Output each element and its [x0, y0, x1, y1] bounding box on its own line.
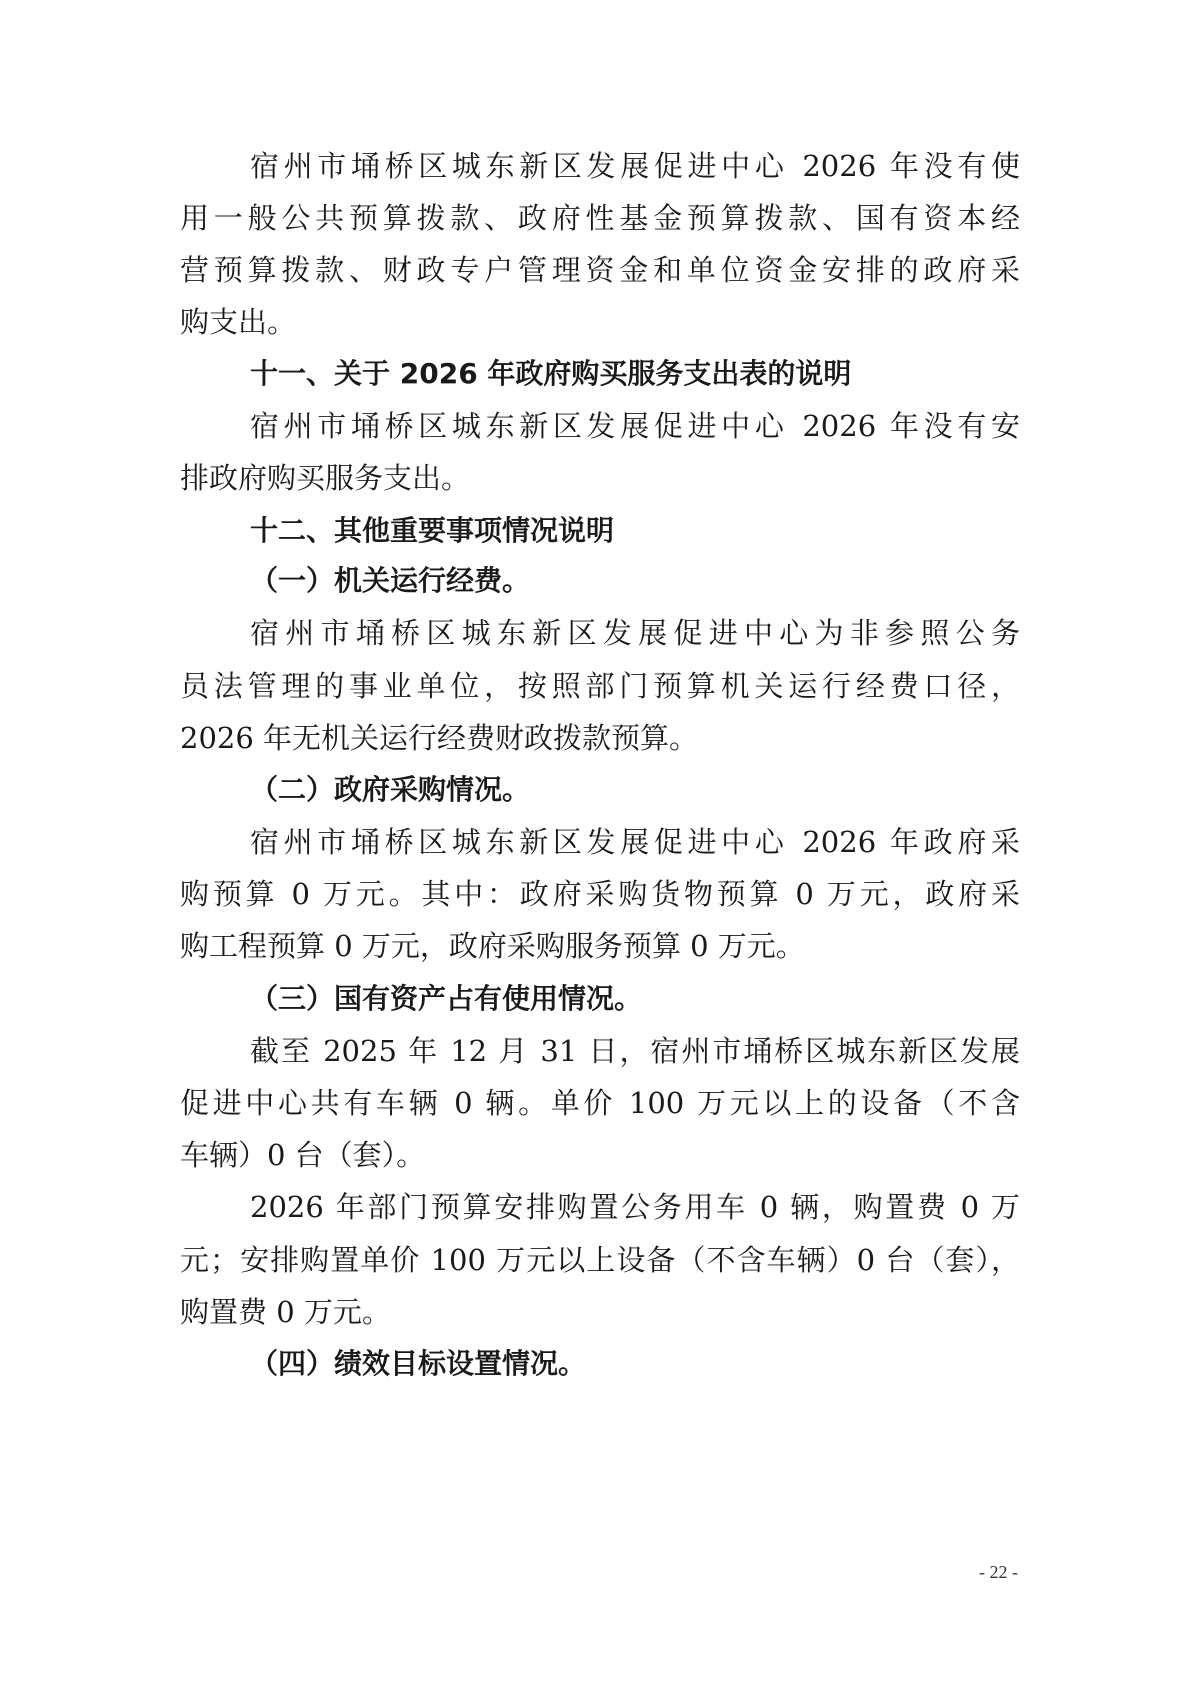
paragraph-3-line-3: 2026 年无机关运行经费财政拨款预算。	[180, 721, 699, 755]
paragraph-2-line-2: 排政府购买服务支出。	[180, 461, 471, 495]
paragraph-2-line-1: 宿州市埇桥区城东新区发展促进中心 2026 年没有安	[250, 409, 1020, 443]
subsection-heading-4: （四）绩效目标设置情况。	[250, 1347, 587, 1380]
paragraph-1-line-1: 宿州市埇桥区城东新区发展促进中心 2026 年没有使	[250, 149, 1020, 183]
paragraph-1-line-4: 购支出。	[180, 305, 297, 339]
subsection-heading-1: （一）机关运行经费。	[250, 564, 531, 597]
paragraph-5-line-2: 促进中心共有车辆 0 辆。单价 100 万元以上的设备（不含	[180, 1086, 1020, 1120]
section-heading-12: 十二、其他重要事项情况说明	[250, 514, 615, 547]
paragraph-6-line-3: 购置费 0 万元。	[180, 1295, 391, 1329]
subsection-heading-2: （二）政府采购情况。	[250, 773, 531, 806]
paragraph-5-line-1: 截至 2025 年 12 月 31 日，宿州市埇桥区城东新区发展	[250, 1034, 1020, 1068]
paragraph-3-line-2: 员法管理的事业单位，按照部门预算机关运行经费口径，	[180, 669, 1020, 703]
subsection-heading-3: （三）国有资产占有使用情况。	[250, 982, 643, 1015]
paragraph-6-line-1: 2026 年部门预算安排购置公务用车 0 辆，购置费 0 万	[250, 1190, 1020, 1224]
paragraph-4-line-2: 购预算 0 万元。其中：政府采购货物预算 0 万元，政府采	[180, 877, 1020, 911]
page-number: - 22 -	[979, 1562, 1018, 1582]
paragraph-6-line-2: 元；安排购置单价 100 万元以上设备（不含车辆）0 台（套），	[180, 1243, 1020, 1277]
paragraph-3-line-1: 宿州市埇桥区城东新区发展促进中心为非参照公务	[250, 616, 1020, 650]
section-heading-11: 十一、关于 2026 年政府购买服务支出表的说明	[250, 357, 852, 390]
paragraph-5-line-3: 车辆）0 台（套）。	[180, 1138, 426, 1172]
paragraph-1-line-3: 营预算拨款、财政专户管理资金和单位资金安排的政府采	[180, 253, 1020, 287]
paragraph-4-line-3: 购工程预算 0 万元，政府采购服务预算 0 万元。	[180, 929, 805, 963]
paragraph-1-line-2: 用一般公共预算拨款、政府性基金预算拨款、国有资本经	[180, 201, 1020, 235]
paragraph-4-line-1: 宿州市埇桥区城东新区发展促进中心 2026 年政府采	[250, 825, 1020, 859]
